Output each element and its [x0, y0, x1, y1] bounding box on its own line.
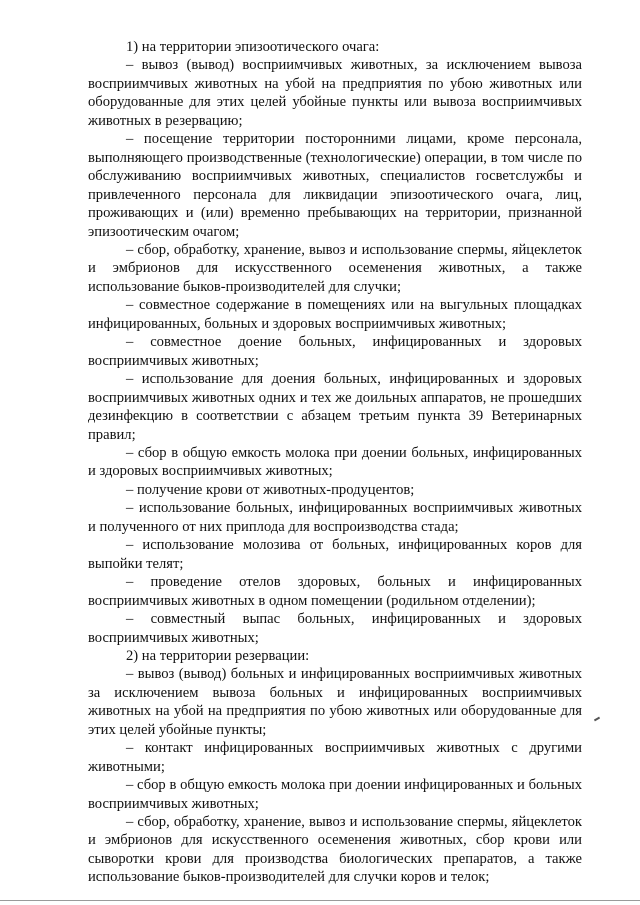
scan-artifact-mark — [594, 717, 600, 722]
section-heading-epizootic-focus: 1) на территории эпизоотического очага: — [126, 39, 380, 55]
list-item: – использование для доения больных, инфицированных и здоровых восприимчивых животных одних и тех же доильных аппаратов, не прошедших дезинфекцию в соответствии с абзацем третьим пункта 39 Ветеринарных правил; — [88, 371, 582, 443]
list-item: – использование больных, инфицированных восприимчивых животных и полученного от них приплода для воспроизводства стада; — [88, 500, 582, 535]
list-item: – совместное содержание в помещениях или на выгульных площадках инфицированных, больных и здоровых восприимчивых животных; — [88, 297, 582, 332]
list-item: – контакт инфицированных восприимчивых животных с другими животными; — [88, 740, 582, 775]
list-item: – проведение отелов здоровых, больных и инфицированных восприимчивых животных в одном помещении (родильном отделении); — [88, 574, 582, 609]
list-item: – сбор, обработку, хранение, вывоз и использование спермы, яйцеклеток и эмбрионов для искусственного осеменения животных, сбор крови или сыворотки крови для производства биологических препаратов, а также использование быков-производителей для случки коров и телок; — [88, 814, 582, 886]
list-item: – вывоз (вывод) восприимчивых животных, за исключением вывоза восприимчивых животных на убой на предприятия по убою животных или оборудованные для этих целей убойные пункты или вывоза восприимчивых животных в резервацию; — [88, 57, 582, 129]
list-item: – совместный выпас больных, инфицированных и здоровых восприимчивых животных; — [88, 611, 582, 646]
list-item: – сбор в общую емкость молока при доении инфицированных и больных восприимчивых животных; — [88, 777, 582, 812]
section-heading-reservation: 2) на территории резервации: — [126, 647, 310, 664]
list-item: – вывоз (вывод) больных и инфицированных восприимчивых животных за исключением вывоза больных и инфицированных восприимчивых животных на убой на предприятия по убою животных или оборудованные для этих целей убойные пункты; — [88, 666, 582, 738]
list-item: – использование молозива от больных, инфицированных коров для выпойки телят; — [88, 537, 582, 572]
list-item: – посещение территории посторонними лицами, кроме персонала, выполняющего производственные (технологические) операции, в том числе по обслуживанию восприимчивых животных, специалистов госветслужбы и привлеченного персонала для ликвидации эпизоотического очага, лиц, проживающих и (или) временно пребывающих на территории, признанной эпизоотическим очагом; — [88, 131, 582, 240]
list-item: – получение крови от животных-продуцентов; — [126, 481, 415, 498]
list-item: – сбор, обработку, хранение, вывоз и использование спермы, яйцеклеток и эмбрионов для искусственного осеменения животных, а также использование быков-производителей для случки; — [88, 241, 582, 295]
list-item: – совместное доение больных, инфицированных и здоровых восприимчивых животных; — [88, 334, 582, 369]
scan-edge-line — [0, 900, 640, 901]
list-item: – сбор в общую емкость молока при доении больных, инфицированных и здоровых восприимчивых животных; — [88, 444, 582, 480]
